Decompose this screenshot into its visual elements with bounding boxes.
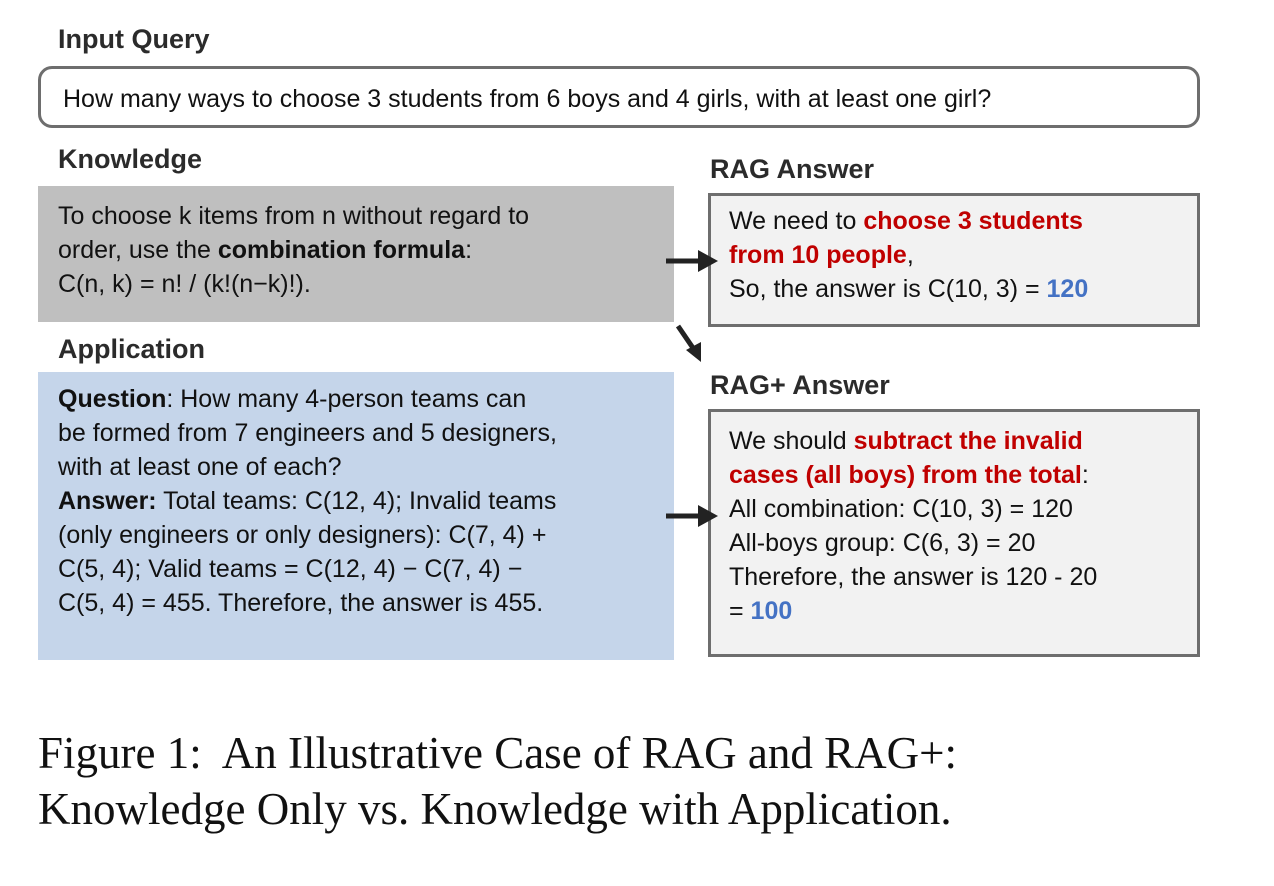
rag-answer-label: RAG Answer xyxy=(710,154,875,184)
rag-highlight-2: from 10 people xyxy=(729,241,907,269)
arrow-knowledge-to-rag xyxy=(666,250,718,272)
input-query-label: Input Query xyxy=(58,24,210,54)
rag-highlight-1: choose 3 students xyxy=(863,207,1083,235)
ragplus-answer-line-2: cases (all boys) from the total: xyxy=(729,461,1089,489)
application-label: Application xyxy=(58,334,205,364)
rag-final-answer: 120 xyxy=(1046,275,1089,303)
ragplus-answer-line-3: All combination: C(10, 3) = 120 xyxy=(729,495,1073,523)
rag-answer-line-2: from 10 people, xyxy=(729,241,914,269)
application-answer-line-4: C(5, 4) = 455. Therefore, the answer is 455. xyxy=(58,589,544,617)
knowledge-line-2: order, use the combination formula: xyxy=(58,236,473,264)
arrow-application-to-ragplus xyxy=(666,505,718,527)
application-question-line-3: with at least one of each? xyxy=(58,453,342,481)
input-query-text: How many ways to choose 3 students from 6 boys and 4 girls, with at least one girl? xyxy=(63,85,992,113)
application-question-line-1: Question: How many 4-person teams can xyxy=(58,385,527,413)
caption-line-1: Figure 1: An Illustrative Case of RAG and RAG+: xyxy=(38,728,958,778)
arrow-knowledge-to-ragplus xyxy=(678,326,701,362)
application-answer-line-3: C(5, 4); Valid teams = C(12, 4) − C(7, 4) − xyxy=(58,555,523,583)
ragplus-answer-line-5: Therefore, the answer is 120 - 20 xyxy=(729,563,1098,591)
application-answer-line-2: (only engineers or only designers): C(7, 4) + xyxy=(58,521,547,549)
knowledge-formula: C(n, k) = n! / (k!(n−k)!). xyxy=(58,270,311,298)
rag-answer-line-1: We need to choose 3 students xyxy=(729,207,1083,235)
combination-formula-term: combination formula xyxy=(217,236,466,264)
ragplus-highlight-2: cases (all boys) from the total xyxy=(729,461,1082,489)
answer-label: Answer: xyxy=(58,487,157,515)
application-question-line-2: be formed from 7 engineers and 5 designers, xyxy=(58,419,557,447)
ragplus-answer-line-1: We should subtract the invalid xyxy=(729,427,1083,455)
caption-line-2: Knowledge Only vs. Knowledge with Application. xyxy=(38,784,952,834)
ragplus-final-answer: 100 xyxy=(750,597,793,625)
rag-answer-line-3: So, the answer is C(10, 3) = 120 xyxy=(729,275,1089,303)
question-label: Question xyxy=(58,385,167,413)
ragplus-answer-line-4: All-boys group: C(6, 3) = 20 xyxy=(729,529,1036,557)
knowledge-label: Knowledge xyxy=(58,144,203,174)
figure-caption xyxy=(38,725,957,837)
knowledge-line-1: To choose k items from n without regard to xyxy=(58,202,530,230)
ragplus-highlight-1: subtract the invalid xyxy=(853,427,1083,455)
ragplus-answer-label: RAG+ Answer xyxy=(710,370,890,400)
ragplus-answer-line-6: = 100 xyxy=(729,597,793,625)
application-answer-line-1: Answer: Total teams: C(12, 4); Invalid teams xyxy=(58,487,557,515)
